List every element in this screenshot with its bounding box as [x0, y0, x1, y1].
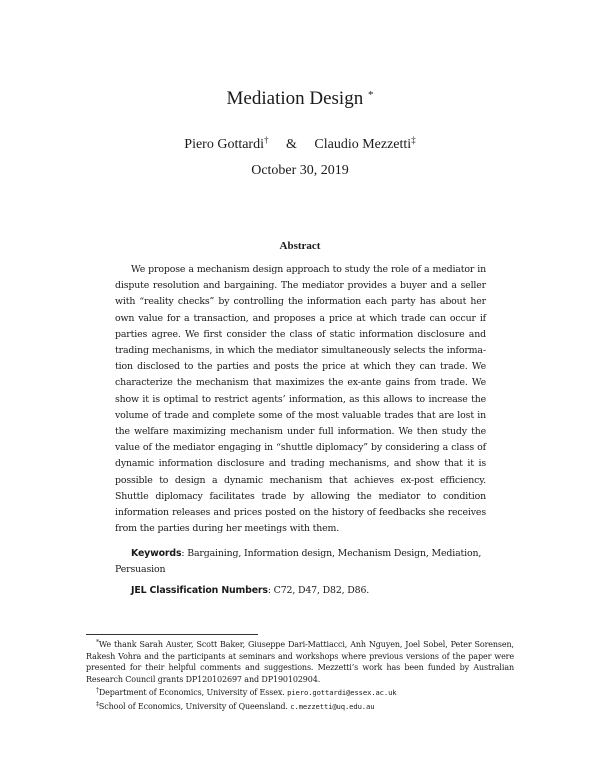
footnote	[86, 685, 514, 699]
author-email[interactable]: c.mezzetti@uq.edu.au	[290, 701, 375, 711]
author-separator: &	[286, 137, 297, 152]
title-footnote-mark: *	[367, 89, 374, 101]
jel-text: : C72, D47, D82, D86.	[267, 585, 370, 596]
footnote-text: We thank Sarah Auster, Scott Baker, Giuseppe Dari-Mattiacci, Anh Nguyen, Joel Sobel, Peter Sorensen, Rakesh Vohra and the participants at seminars and workshops where previous versions of the paper were presented for their helpful comments and suggestions. Mezzetti’s work has been funded by Australian Research Council grants DP120102697 and DP190102904.	[86, 640, 514, 684]
footnote	[86, 637, 514, 685]
author-email[interactable]: piero.gottardi@essex.ac.uk	[287, 688, 397, 698]
footnote-mark: ‡	[96, 700, 99, 708]
author-list	[0, 135, 600, 153]
footnote	[86, 699, 514, 713]
footnotes	[86, 637, 514, 713]
author-name: Claudio Mezzetti	[314, 137, 412, 152]
abstract-body: We propose a mechanism design approach to study the role of a mediator in dispute resolution and bargaining. The mediator provides a buyer and a seller with “reality checks” by controlling the information each party has about her own value for a transaction, and proposes a price at which trade can occur if parties agree. We first consider the class of static information disclosure and trading mechanisms, in which the mediator simultaneously selects the information disclosed to the parties and posts the price at which they can trade. We characterize the mechanism that maximizes the ex-ante gains from trade. We show it is optimal to restrict agents’ information, as this allows to increase the volume of trade and complete some of the most valuable trades that are lost in the welfare maximizing mechanism under full information. We then study the value of the mediator engaging in “shuttle diplomacy” by considering a class of dynamic information disclosure and trading mechanisms, and show that it is possible to design a dynamic mechanism that achieves ex-post efficiency. Shuttle diplomacy facilitates trade by allowing the mediator to condition information releases and prices posted on the history of feedbacks she receives from the parties during her meetings with them.	[115, 264, 486, 535]
jel-line	[115, 583, 486, 599]
keywords-label: Keywords	[131, 548, 182, 559]
author-footnote-mark: ‡	[411, 135, 416, 145]
jel-label: JEL Classification Numbers	[131, 585, 268, 596]
footnote-text: Department of Economics, University of Essex.	[98, 688, 285, 698]
footnote-rule	[86, 634, 258, 635]
keywords-line	[115, 546, 486, 578]
keywords-text: : Bargaining, Information design, Mechanism Design, Mediation, Persuasion	[115, 548, 482, 576]
author-name: Piero Gottardi	[184, 137, 264, 152]
paper-title	[0, 88, 600, 110]
paper-date: October 30, 2019	[251, 163, 349, 178]
footnote-text: School of Economics, University of Queensland.	[98, 701, 288, 711]
abstract-heading: Abstract	[279, 240, 321, 252]
footnote-mark: *	[96, 639, 99, 646]
paper-title-text: Mediation Design	[226, 88, 364, 109]
footnote-mark: †	[96, 687, 99, 695]
author-footnote-mark: †	[264, 135, 269, 145]
